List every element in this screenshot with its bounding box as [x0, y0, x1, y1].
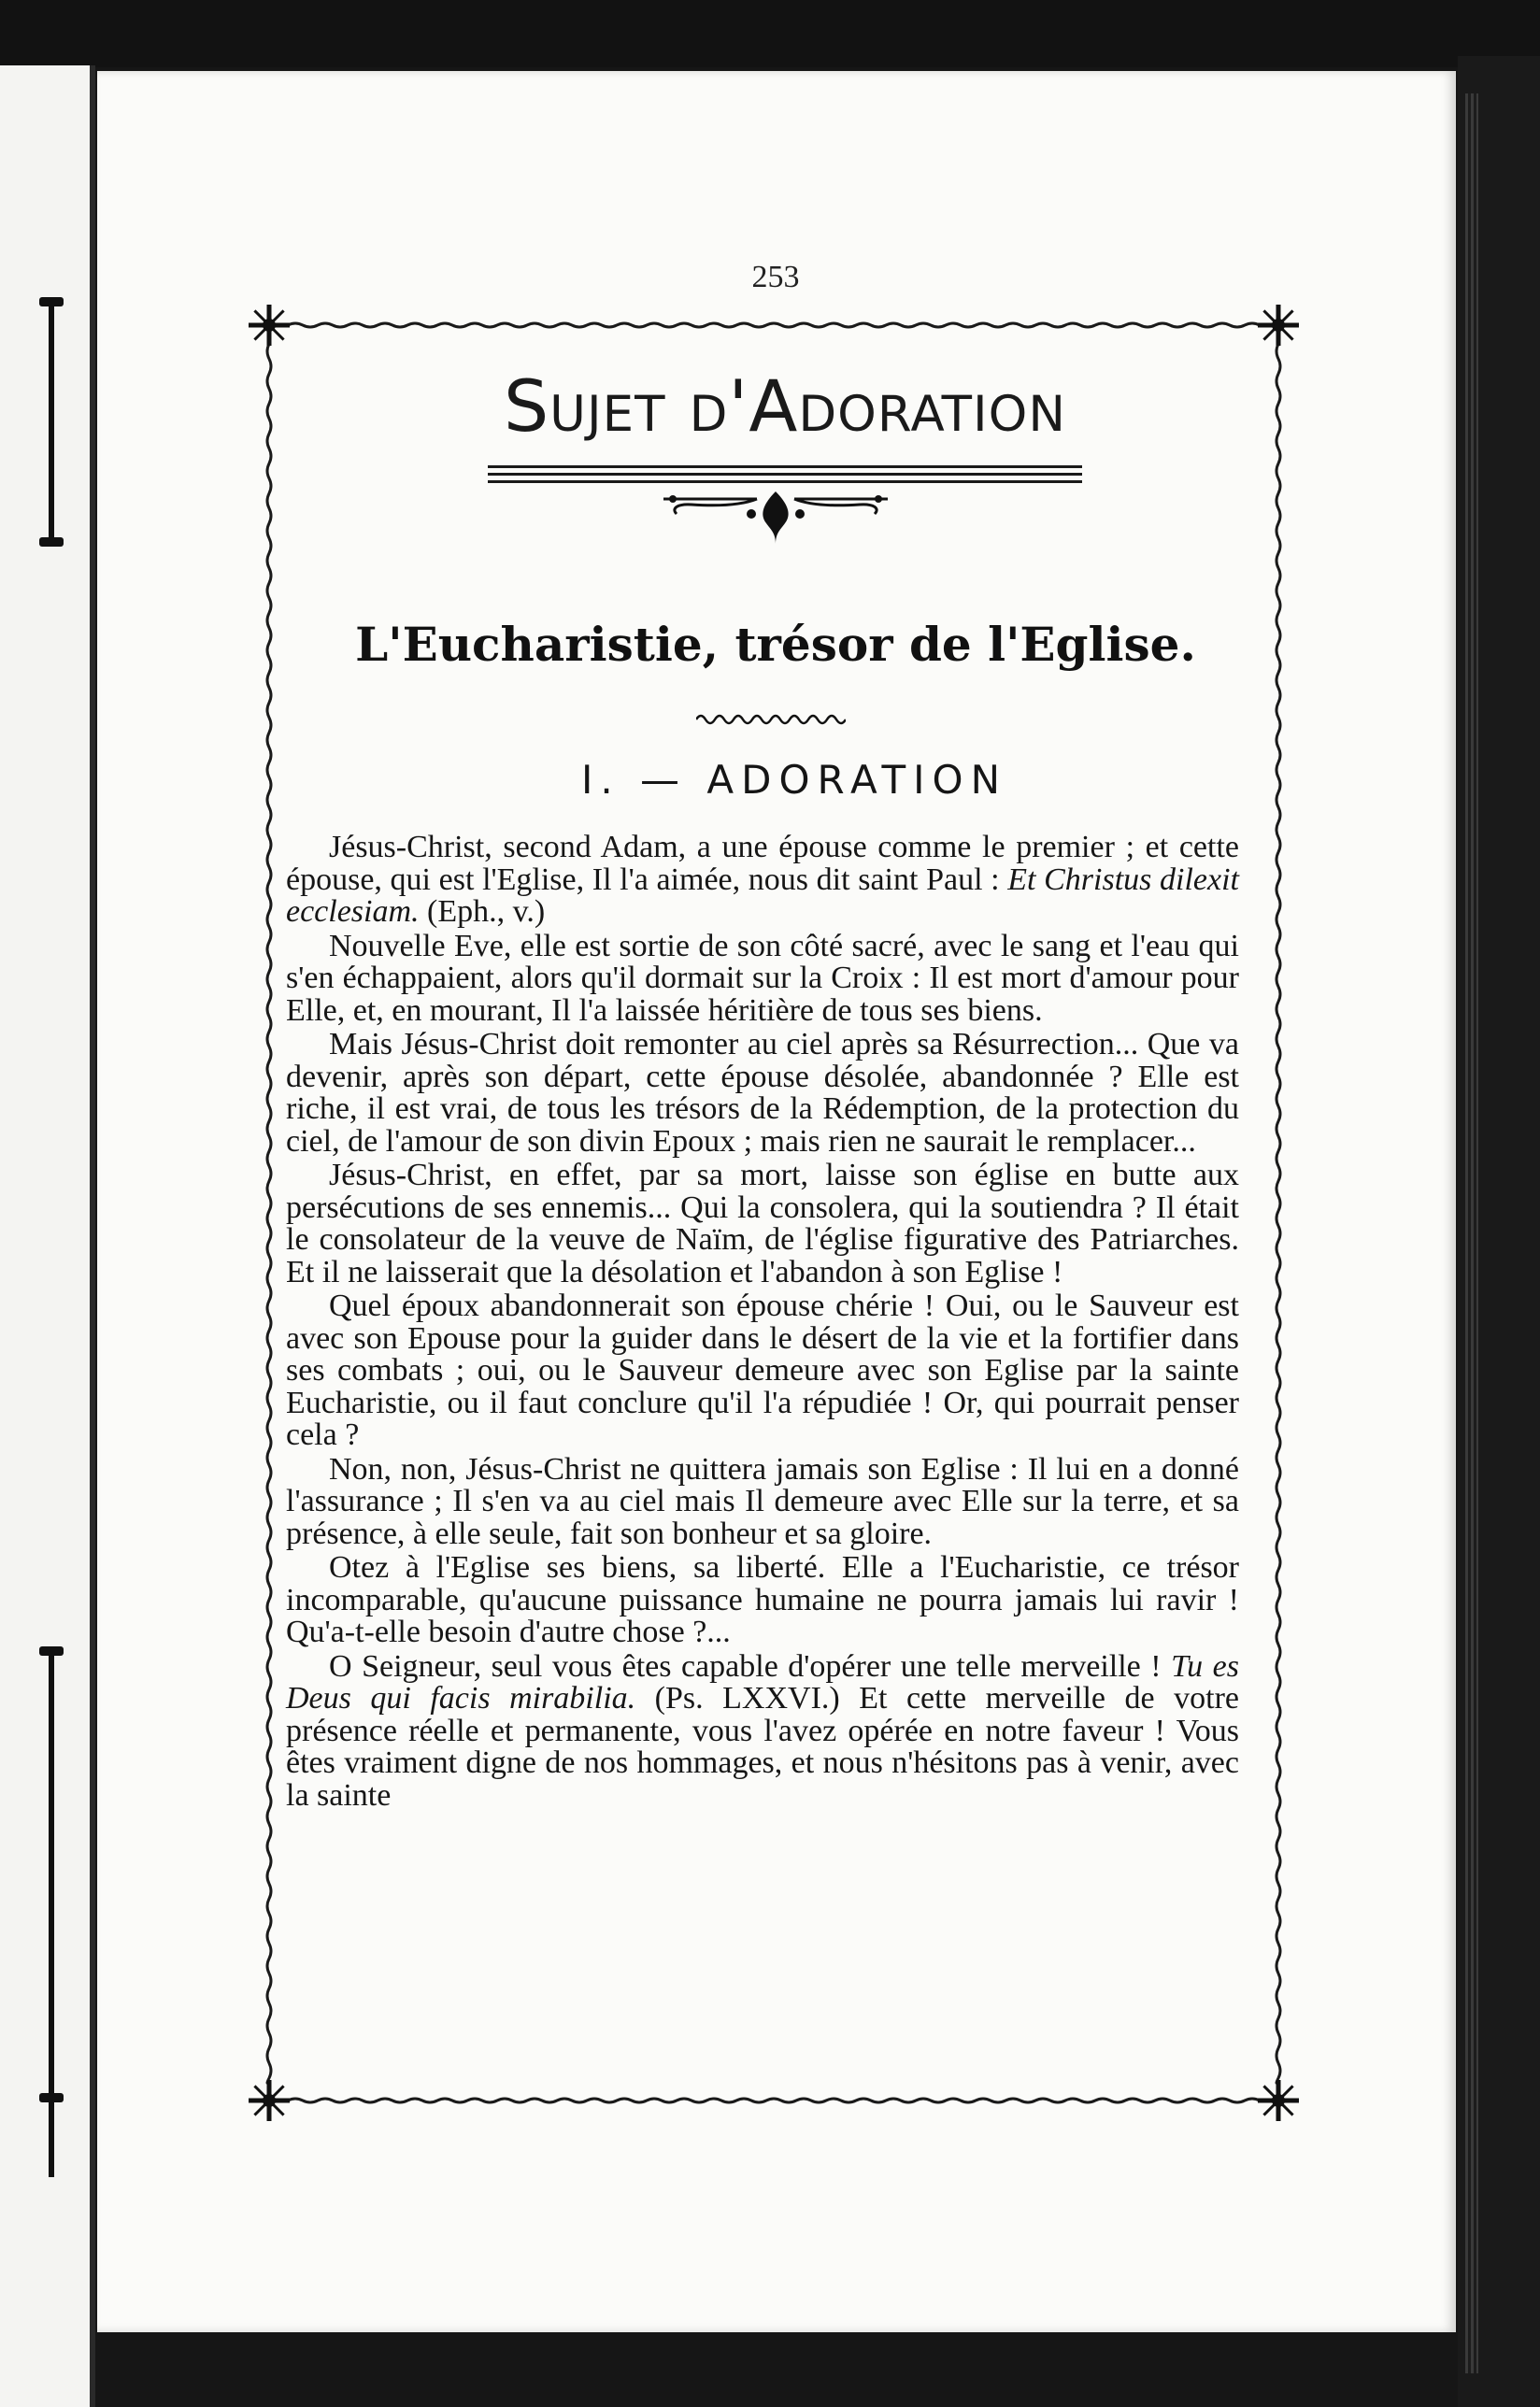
border-wave-line	[1276, 344, 1280, 2083]
corner-star-icon	[1258, 305, 1299, 346]
paragraph	[286, 1290, 1239, 1452]
border-wave-line	[288, 2099, 1260, 2102]
page-stack-edge	[1465, 93, 1478, 2373]
paragraph	[286, 832, 1239, 929]
binding-stitch-knot	[39, 537, 64, 547]
title-underline-rules	[488, 465, 1082, 488]
paragraph-text: Nouvelle Eve, elle est sortie de son côté sacré, avec le sang et l'eau qui s'en échappaient, alors qu'il dormait sur la Croix : Il est mort d'amour pour Elle, et, en mourant, Il l'a laissée héritière de tous ses biens.	[286, 928, 1239, 1028]
binding-stitch-knot	[39, 2093, 64, 2102]
binding-stitch-knot	[39, 1646, 64, 1656]
latin-quotation: Tu es Deus qui facis mirabilia.	[286, 1648, 1239, 1716]
border-wave-line	[267, 344, 271, 2083]
page-number: 253	[751, 260, 800, 294]
corner-star-icon	[1258, 2080, 1299, 2121]
paragraph	[286, 1648, 1240, 1813]
paragraph	[286, 1160, 1239, 1289]
binding-gutter	[90, 65, 95, 2407]
ornamental-flourish-icon	[654, 486, 897, 561]
border-wave-line	[288, 323, 1260, 327]
binding-stitch	[49, 299, 54, 542]
paragraph-text: (Ps. LXXVI.) Et cette merveille de votre présence réelle et permanente, vous l'avez opérée en notre faveur ! Vous êtes vraiment digne de nos hommages, et nous n'hésitons pas à venir, avec la sainte	[286, 1681, 1240, 1813]
paragraph	[286, 1552, 1239, 1649]
paragraph	[286, 1451, 1239, 1551]
paragraph-text: Jésus-Christ, en effet, par sa mort, laisse son église en butte aux persécutions de ses ennemis... Qui la consolera, qui la soutiendra ? Il était le consolateur de la veuve de Naïm, de l'église figurative des Patriarches. Et il ne laisserait que la désolation et l'abandon à son Eglise !	[286, 1158, 1239, 1289]
paragraph-text: Non, non, Jésus-Christ ne quittera jamais son Eglise : Il lui en a donné l'assurance ; Il s'en va au ciel mais Il demeure avec Elle sur la terre, et sa présence, à elle seule, fait son bonheur et sa gloire.	[286, 1451, 1239, 1551]
page-title: Sujet d'Adoration	[503, 364, 1067, 448]
section-subtitle: L'Eucharistie, trésor de l'Eglise.	[355, 617, 1196, 672]
paragraph-text: (Eph., v.)	[419, 894, 546, 929]
binding-stitch-knot	[39, 297, 64, 306]
paragraph-text: Mais Jésus-Christ doit remonter au ciel après sa Résurrection... Que va devenir, après son départ, cette épouse désolée, abandonnée ? Elle est riche, il est vrai, de tous les trésors de la Rédemption, de la protection du ciel, de l'amour de son divin Epoux ; mais rien ne saurait le remplacer...	[286, 1027, 1239, 1159]
paragraph-text: Quel époux abandonnerait son épouse chérie ! Oui, ou le Sauveur est avec son Epouse pour la guider dans le désert de la vie et la fortifier dans ses combats ; oui, ou le Sauveur demeure avec son Eglise par la sainte Eucharistie, ou il faut conclure qu'il l'a répudiée ! Or, qui pourrait penser cela ?	[286, 1289, 1239, 1452]
paragraph	[286, 1029, 1239, 1158]
scan-background-top	[0, 0, 1540, 67]
paragraph-text: O Seigneur, seul vous êtes capable d'opérer une telle merveille !	[329, 1648, 1172, 1684]
paragraph-text: Otez à l'Eglise ses biens, sa liberté. Elle a l'Eucharistie, ce trésor incomparable, qu'aucune puissance humaine ne pourra jamais lui ravir ! Qu'a-t-elle besoin d'autre chose ?...	[286, 1550, 1239, 1649]
corner-star-icon	[249, 2080, 290, 2121]
latin-quotation: Et Christus dilexit ecclesiam.	[286, 862, 1240, 929]
section-heading: I. — ADORATION	[580, 757, 1008, 803]
wavy-divider-icon	[696, 708, 846, 725]
paragraph	[286, 928, 1239, 1028]
corner-star-icon	[249, 305, 290, 346]
body-text	[286, 832, 1239, 1814]
facing-page-edge	[0, 65, 93, 2407]
paragraph-text: Jésus-Christ, second Adam, a une épouse comme le premier ; et cette épouse, qui est l'Eglise, Il l'a aimée, nous dit saint Paul :	[286, 830, 1239, 897]
